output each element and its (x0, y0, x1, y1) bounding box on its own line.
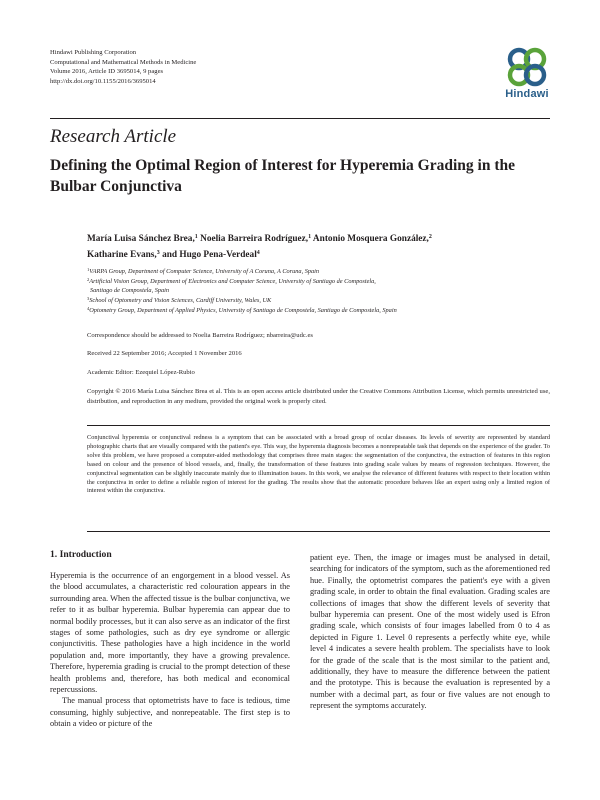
paragraph: Hyperemia is the occurrence of an engorgement in a blood vessel. As the blood accumulates, a characteristic red colouration appears in the surrounding area. When the affected tissue is the bulbar conjunctiva, we refer to it as bulbar hyperemia. Bulbar hyperemia can appear due to normal bodily processes, but it can also serve as an indicator of the first stages of some pathologies, such as dry eye syndrome or allergic conjunctivitis. These pathologies have a high incidence in the world population and, more importantly, they have a growing prevalence. Therefore, hyperemia grading is crucial to the prompt detection of these health problems and, therefore, has both medical and economical repercussions. (50, 571, 290, 695)
author: Noelia Barreira Rodríguez, (197, 234, 309, 244)
author: Katharine Evans, (87, 250, 157, 260)
copyright-notice: Copyright © 2016 María Luisa Sánchez Brea et al. This is an open access article distributed under the Creative Commons Attribution License, which permits unrestricted use, distribution, and reproduction in any medium, provided the original work is properly cited. (87, 388, 550, 405)
author-affil-sup: 4 (256, 250, 260, 256)
received-accepted-dates: Received 22 September 2016; Accepted 1 November 2016 (87, 350, 242, 357)
publisher-name: Hindawi Publishing Corporation (50, 49, 137, 56)
academic-editor: Academic Editor: Ezequiel López-Rubio (87, 369, 195, 376)
abstract-top-rule (87, 425, 550, 426)
left-column (50, 570, 290, 730)
affiliation: $^4$Optometry Group, Department of Applied Physics, University of Santiago de Compostela, Santiago de Compostela, Spain (87, 306, 397, 315)
journal-name: Computational and Mathematical Methods in Medicine (50, 58, 197, 66)
hindawi-logo (497, 44, 557, 106)
section-heading: 1. Introduction (50, 549, 112, 560)
article-type: Research Article (50, 126, 177, 147)
logo-text: Hindawi (505, 88, 549, 100)
affiliation: $^2$Artificial Vision Group, Department of Electronics and Computer Science, University of Santiago de Compostela, (87, 277, 376, 286)
right-column (310, 552, 550, 712)
affiliation-continued: Santiago de Compostela, Spain (90, 286, 170, 294)
correspondence: Correspondence should be addressed to Noelia Barreira Rodríguez; nbarreira@udc.es (87, 332, 313, 339)
paragraph: The manual process that optometrists have to face is tedious, time consuming, highly subjective, and nonrepeatable. The first step is to obtain a video or picture of the (50, 696, 290, 729)
abstract: Conjunctival hyperemia or conjunctival redness is a symptom that can be associated with a broad group of ocular diseases. Its levels of severity are represented by standard photographic charts that are visually compared with the patient's eye. This way, the hyperemia diagnosis becomes a nonrepeatable task that depends on the experience of the grader. To solve this problem, we have proposed a computer-aided methodology that comprises three main stages: the segmentation of the conjunctiva, the extraction of features in this region based on colour and the presence of blood vessels, and, finally, the transformation of these features into grading scale values by means of regression techniques. However, the conjunctival segmentation can be slightly inaccurate mainly due to illumination issues. In this work, we analyse the relevance of different features with respect to their location within the conjunctiva in order to define a reliable region of interest for the grading. The results show that the automatic procedure behaves like an expert using only a limited region of interest within the conjunctiva. (87, 434, 550, 495)
author-affil-sup: 1 (194, 234, 198, 240)
author-affil-sup: 3 (156, 250, 160, 256)
author-affil-sup: 2 (428, 234, 432, 240)
journal-header (50, 48, 350, 86)
doi-link[interactable]: http://dx.doi.org/10.1155/2016/3695014 (50, 77, 156, 85)
abstract-bottom-rule (87, 531, 550, 532)
affiliation-list (87, 266, 550, 315)
author: Antonio Mosquera González, (311, 234, 429, 244)
paper-title: Defining the Optimal Region of Interest for Hyperemia Grading in the Bulbar Conjunctiva (50, 157, 515, 195)
volume-info: Volume 2016, Article ID 3695014, 9 pages (50, 68, 164, 76)
author-affil-sup: 1 (308, 234, 312, 240)
hindawi-logo-icon (497, 44, 557, 88)
author-list (87, 230, 550, 262)
affiliation: $^1$VARPA Group, Department of Computer Science, University of A Coruna, A Coruna, Spain (87, 267, 320, 275)
affiliation: $^3$School of Optometry and Vision Sciences, Cardiff University, Wales, UK (87, 295, 272, 304)
author: and Hugo Pena-Verdeal (159, 250, 257, 260)
paragraph: patient eye. Then, the image or images must be analysed in detail, searching for indicators of the symptom, such as the aforementioned red hue. Finally, the optometrist compares the patient's eye with a given grading scale, in order to obtain the final evaluation. Grading scales are collections of images that show the different levels of severity that bulbar hyperemia can present. One of the most widely used is Efron grading scale, which consists of four images labelled from 0 to 4 as depicted in Figure 1. Level 0 represents a perfectly white eye, while level 4 indicates a severe health problem. The specialists have to look for the grade of the scale that is the most similar to the patient and, additionally, they have to measure the difference between the patient and the prototype. This is because the evaluation is represented by a number with a decimal part, as four or five values are not enough to represent the symptoms accurately. (310, 553, 550, 711)
author: María Luisa Sánchez Brea, (87, 234, 195, 244)
header-rule (50, 118, 550, 119)
